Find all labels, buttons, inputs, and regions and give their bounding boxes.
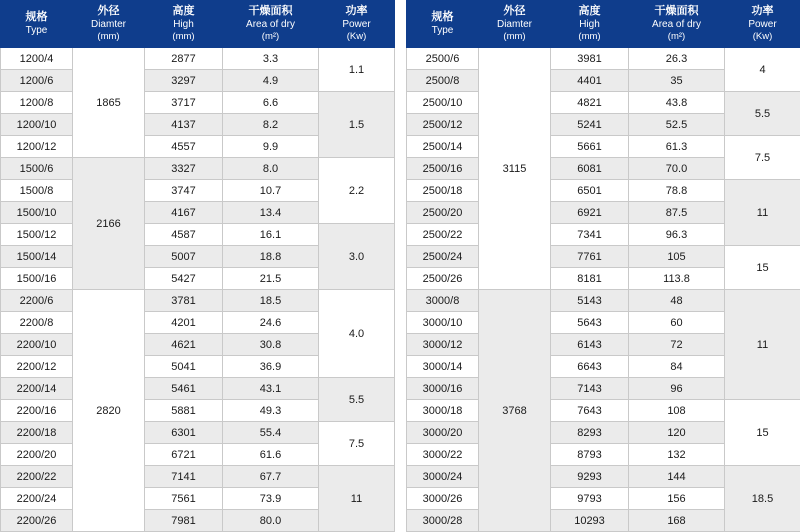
cell-high: 3327: [145, 158, 223, 180]
table-row: [1, 466, 395, 488]
cell-high: 7643: [551, 400, 629, 422]
cell-type: 1500/6: [1, 158, 73, 180]
column-header-power-cn: 功率: [346, 5, 368, 17]
cell-type: 2200/10: [1, 334, 73, 356]
cell-type: 2500/10: [407, 92, 479, 114]
column-header-power-en: Power: [726, 19, 799, 32]
cell-area: 24.6: [223, 312, 319, 334]
table-row: [407, 246, 800, 268]
column-header-diameter: [73, 1, 145, 48]
cell-high: 7981: [145, 510, 223, 532]
cell-power: 15: [725, 246, 800, 290]
cell-area: 120: [629, 422, 725, 444]
cell-type: 3000/28: [407, 510, 479, 532]
table-row: [407, 48, 800, 70]
cell-type: 2200/26: [1, 510, 73, 532]
column-header-high: [145, 1, 223, 48]
cell-area: 16.1: [223, 224, 319, 246]
cell-high: 5241: [551, 114, 629, 136]
table-header-row: [1, 1, 395, 48]
cell-power: 7.5: [725, 136, 800, 180]
cell-type: 2200/22: [1, 466, 73, 488]
cell-type: 2500/14: [407, 136, 479, 158]
cell-type: 3000/16: [407, 378, 479, 400]
cell-high: 5881: [145, 400, 223, 422]
cell-high: 5427: [145, 268, 223, 290]
column-header-area: [629, 1, 725, 48]
cell-area: 132: [629, 444, 725, 466]
column-header-area: [223, 1, 319, 48]
column-header-power: [725, 1, 800, 48]
cell-area: 96.3: [629, 224, 725, 246]
cell-high: 6081: [551, 158, 629, 180]
cell-high: 5643: [551, 312, 629, 334]
cell-type: 1200/4: [1, 48, 73, 70]
spec-table-left: [0, 0, 395, 532]
table-row: [407, 290, 800, 312]
table-row: [407, 466, 800, 488]
table-row: [407, 180, 800, 202]
spec-table-right: [406, 0, 800, 532]
cell-area: 60: [629, 312, 725, 334]
cell-power: 4: [725, 48, 800, 92]
cell-diameter: 3115: [479, 48, 551, 290]
cell-power: 7.5: [319, 422, 395, 466]
cell-diameter: 1865: [73, 48, 145, 158]
column-header-power-unit: (Kw): [320, 31, 393, 43]
cell-high: 3717: [145, 92, 223, 114]
cell-area: 80.0: [223, 510, 319, 532]
cell-type: 2500/18: [407, 180, 479, 202]
cell-type: 1200/10: [1, 114, 73, 136]
cell-type: 1500/16: [1, 268, 73, 290]
column-header-type-en: Type: [2, 25, 71, 38]
cell-type: 1500/14: [1, 246, 73, 268]
cell-high: 8181: [551, 268, 629, 290]
column-header-high-en: High: [552, 19, 627, 32]
cell-type: 3000/22: [407, 444, 479, 466]
cell-area: 49.3: [223, 400, 319, 422]
column-header-area-en: Area of dry: [630, 19, 723, 32]
cell-area: 96: [629, 378, 725, 400]
cell-high: 10293: [551, 510, 629, 532]
cell-diameter: 3768: [479, 290, 551, 532]
right-table-wrapper: [406, 0, 800, 515]
cell-type: 1200/6: [1, 70, 73, 92]
cell-area: 70.0: [629, 158, 725, 180]
cell-area: 156: [629, 488, 725, 510]
cell-high: 4587: [145, 224, 223, 246]
cell-type: 2200/20: [1, 444, 73, 466]
table-body-right: [407, 48, 800, 532]
cell-area: 35: [629, 70, 725, 92]
cell-high: 4621: [145, 334, 223, 356]
cell-type: 2200/16: [1, 400, 73, 422]
cell-high: 4167: [145, 202, 223, 224]
cell-high: 3297: [145, 70, 223, 92]
cell-high: 6301: [145, 422, 223, 444]
cell-area: 26.3: [629, 48, 725, 70]
cell-area: 84: [629, 356, 725, 378]
cell-type: 3000/24: [407, 466, 479, 488]
cell-type: 2500/26: [407, 268, 479, 290]
column-header-power-unit: (Kw): [726, 31, 799, 43]
cell-high: 7341: [551, 224, 629, 246]
cell-high: 4401: [551, 70, 629, 92]
cell-type: 2500/6: [407, 48, 479, 70]
cell-area: 43.1: [223, 378, 319, 400]
column-header-power: [319, 1, 395, 48]
cell-area: 10.7: [223, 180, 319, 202]
cell-area: 21.5: [223, 268, 319, 290]
column-header-area-cn: 干燥面积: [655, 5, 699, 17]
cell-high: 7761: [551, 246, 629, 268]
column-header-area-unit: (m²): [224, 31, 317, 43]
cell-type: 2500/24: [407, 246, 479, 268]
cell-area: 9.9: [223, 136, 319, 158]
table-row: [1, 224, 395, 246]
cell-power: 5.5: [319, 378, 395, 422]
cell-area: 30.8: [223, 334, 319, 356]
cell-type: 2200/14: [1, 378, 73, 400]
cell-high: 4821: [551, 92, 629, 114]
cell-area: 61.6: [223, 444, 319, 466]
column-header-type-cn: 规格: [26, 11, 48, 23]
cell-high: 2877: [145, 48, 223, 70]
cell-type: 2200/8: [1, 312, 73, 334]
column-header-high-unit: (mm): [552, 31, 627, 43]
cell-type: 1200/8: [1, 92, 73, 114]
cell-power: 15: [725, 400, 800, 466]
cell-area: 52.5: [629, 114, 725, 136]
cell-high: 4557: [145, 136, 223, 158]
column-header-type-cn: 规格: [432, 11, 454, 23]
cell-power: 4.0: [319, 290, 395, 378]
cell-type: 3000/10: [407, 312, 479, 334]
column-header-area-en: Area of dry: [224, 19, 317, 32]
column-header-diameter-unit: (mm): [74, 31, 143, 43]
cell-type: 3000/20: [407, 422, 479, 444]
column-header-diameter-en: Diamter: [74, 19, 143, 32]
table-row: [407, 136, 800, 158]
column-header-high: [551, 1, 629, 48]
cell-high: 6501: [551, 180, 629, 202]
cell-high: 6721: [145, 444, 223, 466]
table-row: [1, 290, 395, 312]
cell-type: 2200/18: [1, 422, 73, 444]
cell-area: 18.5: [223, 290, 319, 312]
cell-power: 1.1: [319, 48, 395, 92]
cell-area: 61.3: [629, 136, 725, 158]
cell-high: 4201: [145, 312, 223, 334]
table-row: [407, 92, 800, 114]
cell-type: 1500/10: [1, 202, 73, 224]
cell-high: 5143: [551, 290, 629, 312]
cell-area: 78.8: [629, 180, 725, 202]
cell-area: 36.9: [223, 356, 319, 378]
cell-high: 3747: [145, 180, 223, 202]
cell-area: 4.9: [223, 70, 319, 92]
cell-area: 48: [629, 290, 725, 312]
cell-type: 2500/22: [407, 224, 479, 246]
cell-high: 5461: [145, 378, 223, 400]
cell-high: 4137: [145, 114, 223, 136]
table-row: [1, 158, 395, 180]
cell-area: 55.4: [223, 422, 319, 444]
cell-type: 2200/6: [1, 290, 73, 312]
column-header-area-unit: (m²): [630, 31, 723, 43]
cell-area: 13.4: [223, 202, 319, 224]
table-body-left: [1, 48, 395, 532]
cell-type: 3000/26: [407, 488, 479, 510]
table-header-row: [407, 1, 800, 48]
table-row: [1, 48, 395, 70]
cell-high: 6921: [551, 202, 629, 224]
table-row: [1, 92, 395, 114]
cell-type: 1200/12: [1, 136, 73, 158]
cell-area: 105: [629, 246, 725, 268]
table-row: [1, 378, 395, 400]
cell-type: 3000/12: [407, 334, 479, 356]
cell-power: 5.5: [725, 92, 800, 136]
cell-diameter: 2166: [73, 158, 145, 290]
cell-high: 6143: [551, 334, 629, 356]
cell-type: 3000/8: [407, 290, 479, 312]
cell-type: 3000/18: [407, 400, 479, 422]
cell-high: 7561: [145, 488, 223, 510]
cell-diameter: 2820: [73, 290, 145, 532]
cell-power: 11: [725, 180, 800, 246]
column-header-type: [407, 1, 479, 48]
cell-high: 8293: [551, 422, 629, 444]
cell-area: 6.6: [223, 92, 319, 114]
cell-area: 87.5: [629, 202, 725, 224]
cell-area: 168: [629, 510, 725, 532]
cell-high: 3981: [551, 48, 629, 70]
cell-type: 1500/12: [1, 224, 73, 246]
cell-high: 5007: [145, 246, 223, 268]
cell-high: 5041: [145, 356, 223, 378]
column-header-high-en: High: [146, 19, 221, 32]
column-header-high-cn: 高度: [579, 5, 601, 17]
column-header-type-en: Type: [408, 25, 477, 38]
column-header-diameter-unit: (mm): [480, 31, 549, 43]
cell-type: 2200/12: [1, 356, 73, 378]
column-header-area-cn: 干燥面积: [249, 5, 293, 17]
column-header-power-en: Power: [320, 19, 393, 32]
cell-high: 9293: [551, 466, 629, 488]
cell-area: 72: [629, 334, 725, 356]
cell-power: 18.5: [725, 466, 800, 532]
cell-type: 3000/14: [407, 356, 479, 378]
cell-area: 67.7: [223, 466, 319, 488]
cell-power: 3.0: [319, 224, 395, 290]
cell-area: 73.9: [223, 488, 319, 510]
cell-type: 2200/24: [1, 488, 73, 510]
column-header-type: [1, 1, 73, 48]
cell-high: 3781: [145, 290, 223, 312]
column-header-high-unit: (mm): [146, 31, 221, 43]
column-header-high-cn: 高度: [173, 5, 195, 17]
cell-power: 1.5: [319, 92, 395, 158]
cell-area: 108: [629, 400, 725, 422]
cell-power: 11: [319, 466, 395, 532]
cell-area: 8.0: [223, 158, 319, 180]
cell-area: 113.8: [629, 268, 725, 290]
cell-power: 11: [725, 290, 800, 400]
left-table-wrapper: [0, 0, 394, 515]
cell-type: 2500/8: [407, 70, 479, 92]
cell-high: 7141: [145, 466, 223, 488]
cell-type: 2500/12: [407, 114, 479, 136]
cell-high: 8793: [551, 444, 629, 466]
cell-high: 9793: [551, 488, 629, 510]
column-header-diameter-en: Diamter: [480, 19, 549, 32]
column-header-diameter: [479, 1, 551, 48]
cell-area: 144: [629, 466, 725, 488]
table-row: [1, 422, 395, 444]
cell-high: 7143: [551, 378, 629, 400]
column-header-power-cn: 功率: [752, 5, 774, 17]
column-header-diameter-cn: 外径: [98, 5, 120, 17]
cell-high: 5661: [551, 136, 629, 158]
table-row: [407, 400, 800, 422]
cell-area: 18.8: [223, 246, 319, 268]
cell-type: 2500/20: [407, 202, 479, 224]
cell-type: 2500/16: [407, 158, 479, 180]
cell-type: 1500/8: [1, 180, 73, 202]
cell-power: 2.2: [319, 158, 395, 224]
cell-area: 8.2: [223, 114, 319, 136]
cell-area: 3.3: [223, 48, 319, 70]
cell-area: 43.8: [629, 92, 725, 114]
column-header-diameter-cn: 外径: [504, 5, 526, 17]
cell-high: 6643: [551, 356, 629, 378]
